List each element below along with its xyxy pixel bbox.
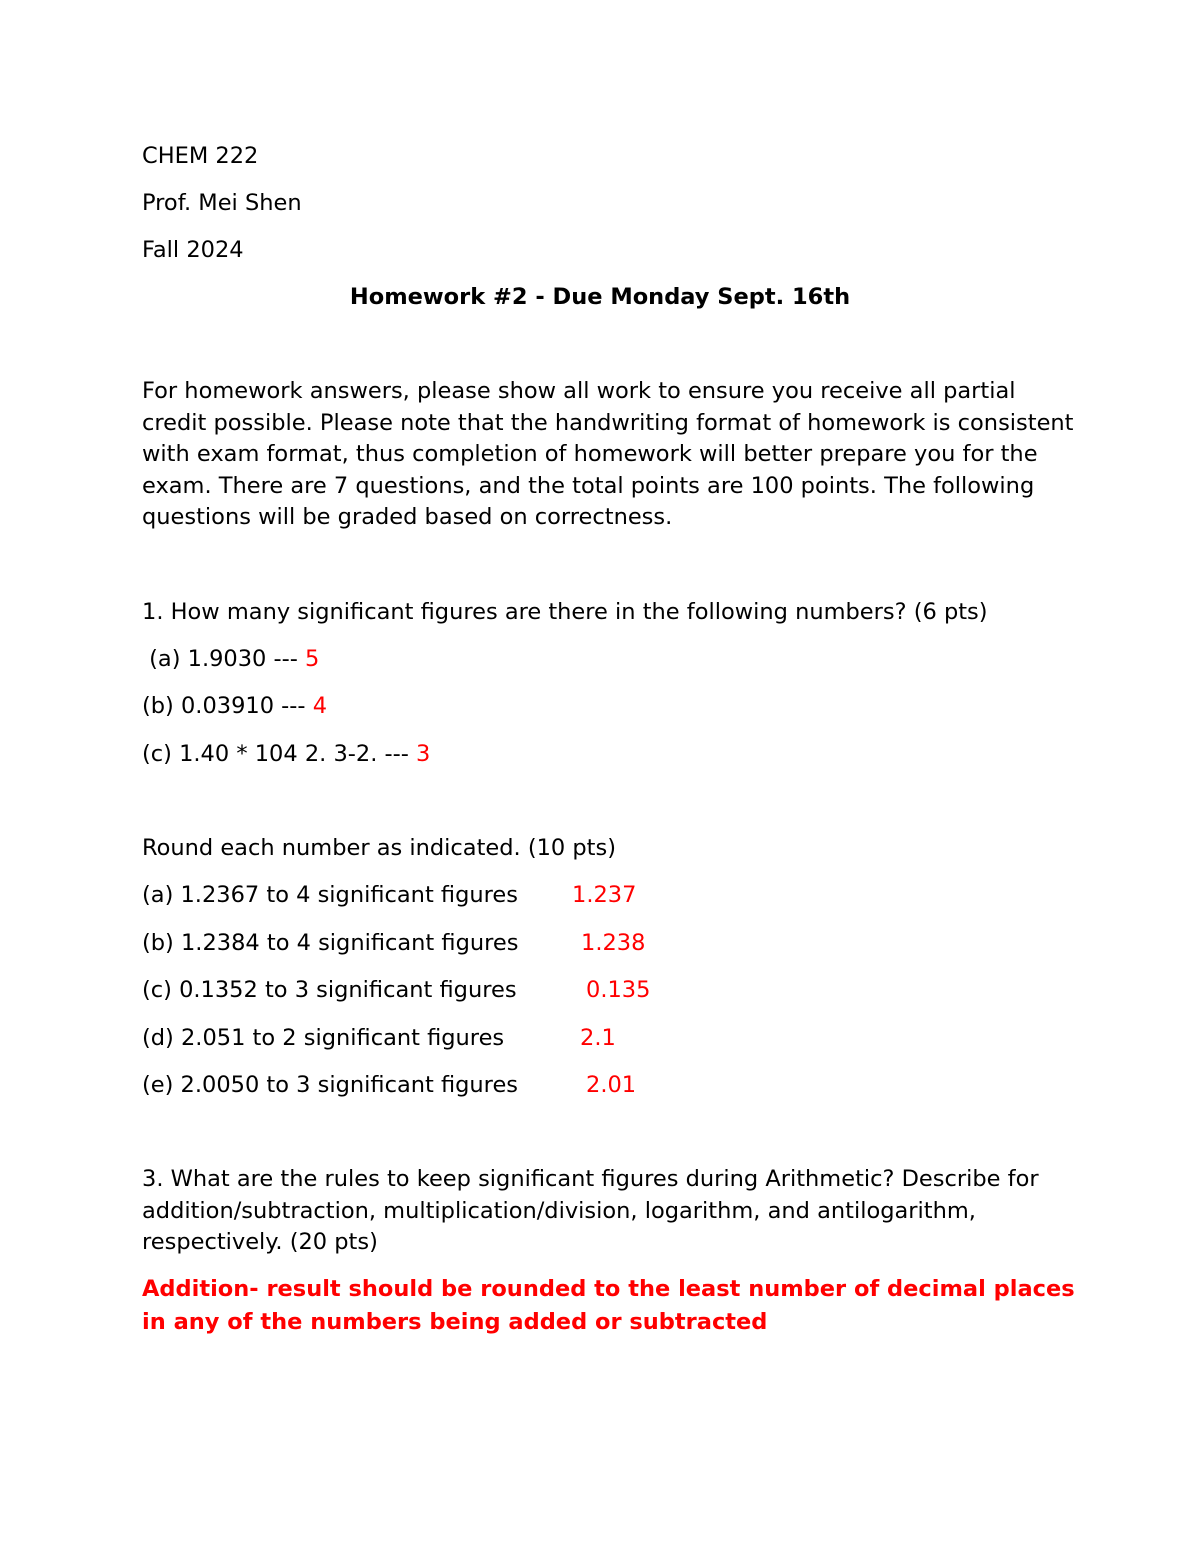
q2-item-d-text: (d) 2.051 to 2 significant figures — [142, 1025, 505, 1051]
q2-item-a-text: (a) 1.2367 to 4 significant figures — [142, 882, 518, 908]
q2-item-d-answer: 2.1 — [580, 1025, 616, 1051]
q1-item-c — [142, 738, 430, 770]
q1-item-c-answer: 3 — [416, 741, 431, 767]
term: Fall 2024 — [142, 237, 244, 263]
q1-item-a-text: (a) 1.9030 --- — [142, 646, 306, 672]
page-title: Homework #2 - Due Monday Sept. 16th — [349, 284, 851, 310]
q3-question: 3. What are the rules to keep significant figures during Arithmetic? Describe for addition/subtraction, multiplication/division, logarithm, and antilogarithm, respectively. (20 pts) — [142, 1166, 1039, 1256]
q2-item-b-text: (b) 1.2384 to 4 significant figures — [142, 930, 519, 956]
q3-answer: Addition- result should be rounded to the least number of decimal places in any of the numbers being added or subtracted — [142, 1276, 1075, 1335]
q1-item-c-text: (c) 1.40 * 104 2. 3-2. --- — [142, 741, 417, 767]
q2-item-a-answer: 1.237 — [572, 882, 637, 908]
course-name: CHEM 222 — [142, 143, 259, 169]
q2-item-c-answer: 0.135 — [586, 977, 651, 1003]
q2-item-e-text: (e) 2.0050 to 3 significant figures — [142, 1072, 519, 1098]
q1-item-a — [142, 643, 319, 675]
q2-item-e-answer: 2.01 — [586, 1072, 637, 1098]
q1-item-b-answer: 4 — [312, 693, 328, 719]
q1-item-b-text: (b) 0.03910 --- — [142, 693, 313, 719]
q2-item-b-answer: 1.238 — [581, 930, 646, 956]
q2-item-c-text: (c) 0.1352 to 3 significant figures — [142, 977, 517, 1003]
q1-question: 1. How many significant figures are there in the following numbers? (6 pts) — [142, 599, 988, 625]
intro-paragraph: For homework answers, please show all work to ensure you receive all partial credit possible. Please note that the handwriting format of homework is consistent with exam format, thus completion of homework will better prepare you for the exam. There are 7 questions, and the total points are 100 points. The following questions will be graded based on correctness. — [142, 378, 1074, 531]
q1-item-b — [142, 690, 327, 722]
q2-question: Round each number as indicated. (10 pts) — [142, 835, 617, 861]
q1-item-a-answer: 5 — [305, 646, 320, 672]
instructor-name: Prof. Mei Shen — [142, 190, 302, 216]
